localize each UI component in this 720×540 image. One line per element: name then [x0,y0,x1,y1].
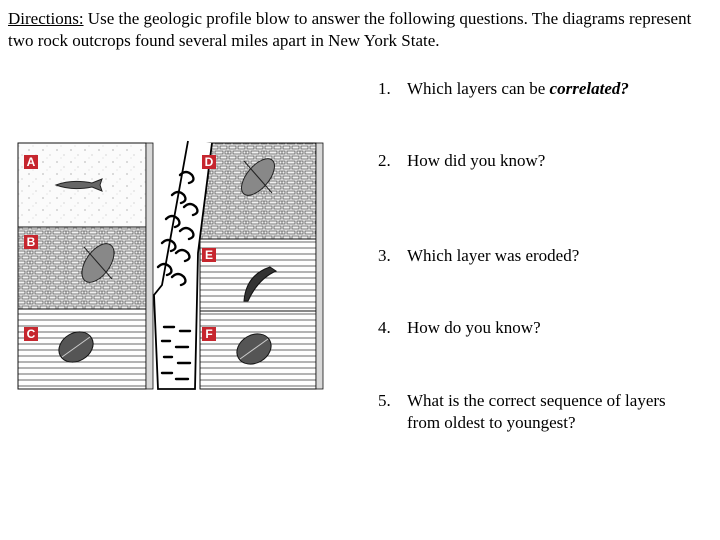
question-2 [378,150,678,172]
layer-label-b: B [26,235,36,249]
directions-label: Directions: [8,9,84,28]
question-number: 5. [378,391,391,410]
question-text: Which layer was eroded? [407,246,580,265]
layer-label-a: A [26,155,36,169]
question-number: 2. [378,151,391,170]
question-1 [378,78,678,100]
question-text: How did you know? [407,151,546,170]
question-text [407,78,678,100]
layer-label-f: F [205,327,213,341]
question-3 [378,245,678,267]
question-number: 4. [378,318,391,337]
question-number: 1. [378,79,391,98]
question-text: What is the correct sequence of layers from oldest to youngest? [407,391,666,432]
question-4 [378,317,678,339]
question-emphasis: correlated? [549,79,629,98]
question-number: 3. [378,246,391,265]
geologic-profile-figure [12,135,342,393]
question-text: How do you know? [407,318,541,337]
rock-outcrops-diagram [12,135,342,393]
question-5 [378,390,678,434]
question-text-plain: Which layers can be [407,79,550,98]
layer-label-e: E [204,248,214,262]
layer-label-d: D [204,155,214,169]
directions-text: Use the geologic profile blow to answer the following questions. The diagrams represent two rock outcrops found several miles apart in New York State. [8,9,692,50]
directions-paragraph [8,8,712,52]
layer-label-c: C [26,327,36,341]
